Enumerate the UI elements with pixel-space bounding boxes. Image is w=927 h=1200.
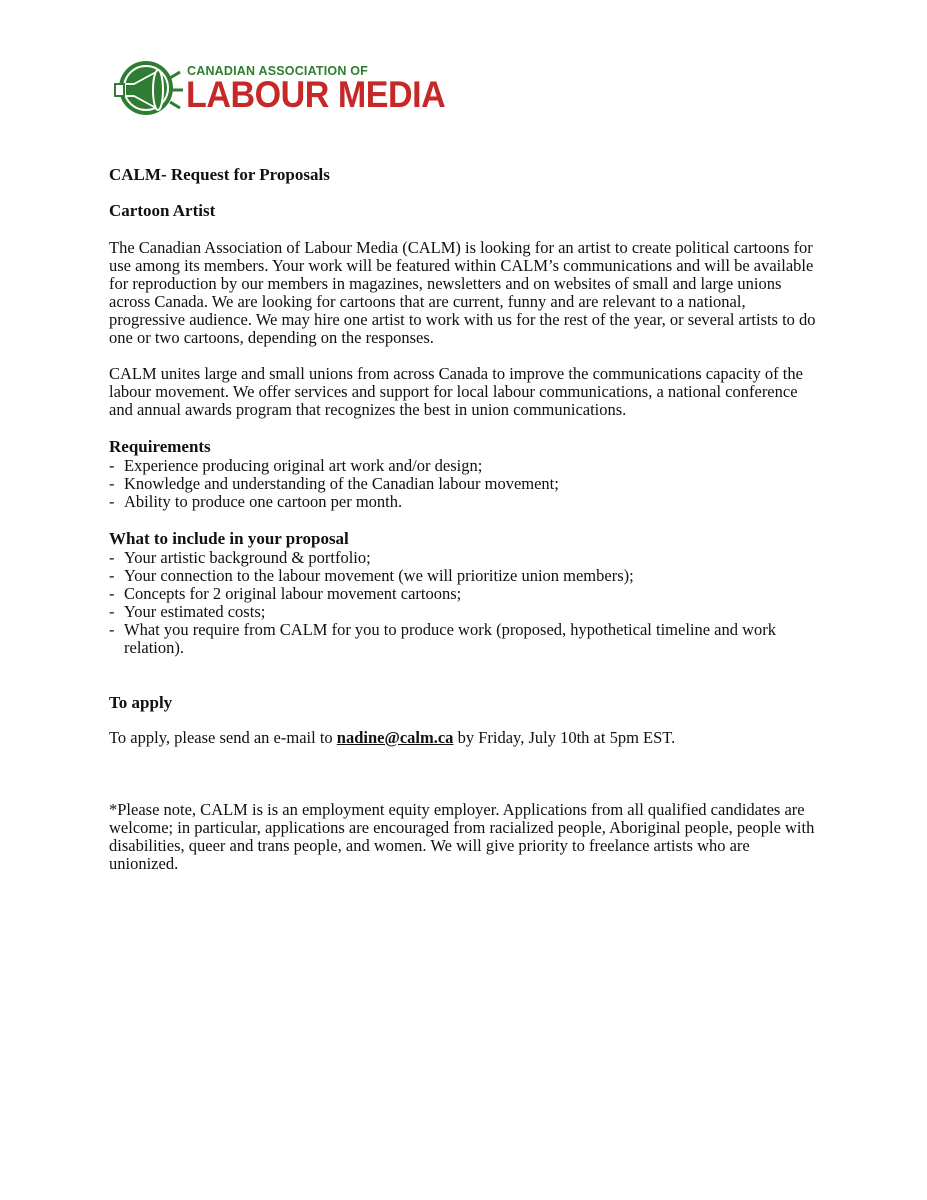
list-item: - Your estimated costs; (109, 603, 821, 621)
position-title: Cartoon Artist (109, 201, 216, 220)
list-item: - What you require from CALM for you to produce work (proposed, hypothetical timeline and work relation). (109, 621, 821, 657)
list-item: - Ability to produce one cartoon per month. (109, 493, 821, 511)
apply-text-after: by Friday, July 10th at 5pm EST. (453, 728, 676, 747)
apply-text-before: To apply, please send an e-mail to (109, 728, 337, 747)
requirements-heading: Requirements (109, 437, 211, 456)
list-item: - Experience producing original art work and/or design; (109, 457, 821, 475)
requirements-list (109, 457, 821, 511)
list-item: - Your artistic background & portfolio; (109, 549, 821, 567)
list-item: - Knowledge and understanding of the Canadian labour movement; (109, 475, 821, 493)
apply-paragraph (109, 729, 821, 747)
intro-paragraph: The Canadian Association of Labour Media (CALM) is looking for an artist to create political cartoons for use among its members. Your work will be featured within CALM’s communications and will be available for reproduction by our members in magazines, newsletters and on websites of small and large unions across Canada. We are looking for cartoons that are current, funny and are relevant to a national, progressive audience. We may hire one artist to work with us for the rest of the year, or several artists to do one or two cartoons, depending on the responses. (109, 238, 816, 347)
include-heading: What to include in your proposal (109, 529, 349, 548)
list-item: - Your connection to the labour movement (we will prioritize union members); (109, 567, 821, 585)
about-paragraph: CALM unites large and small unions from across Canada to improve the communications capacity of the labour movement. We offer services and support for local labour communications, a national conference and annual awards program that recognizes the best in union communications. (109, 364, 803, 419)
apply-heading: To apply (109, 693, 173, 712)
logo-subtitle: CANADIAN ASSOCIATION OF (187, 64, 368, 78)
document-title: CALM- Request for Proposals (109, 165, 330, 184)
megaphone-icon (110, 56, 188, 120)
logo-title: LABOUR MEDIA (186, 74, 446, 115)
equity-note: *Please note, CALM is is an employment equity employer. Applications from all qualified candidates are welcome; in particular, applications are encouraged from racialized people, Aboriginal people, people with disabilities, queer and trans people, and women. We will give priority to freelance artists who are unionized. (109, 800, 815, 873)
calm-logo (110, 52, 446, 124)
document-body (109, 165, 821, 873)
list-item: - Concepts for 2 original labour movement cartoons; (109, 585, 821, 603)
email-link[interactable]: nadine@calm.ca (336, 728, 454, 747)
include-list (109, 549, 821, 657)
